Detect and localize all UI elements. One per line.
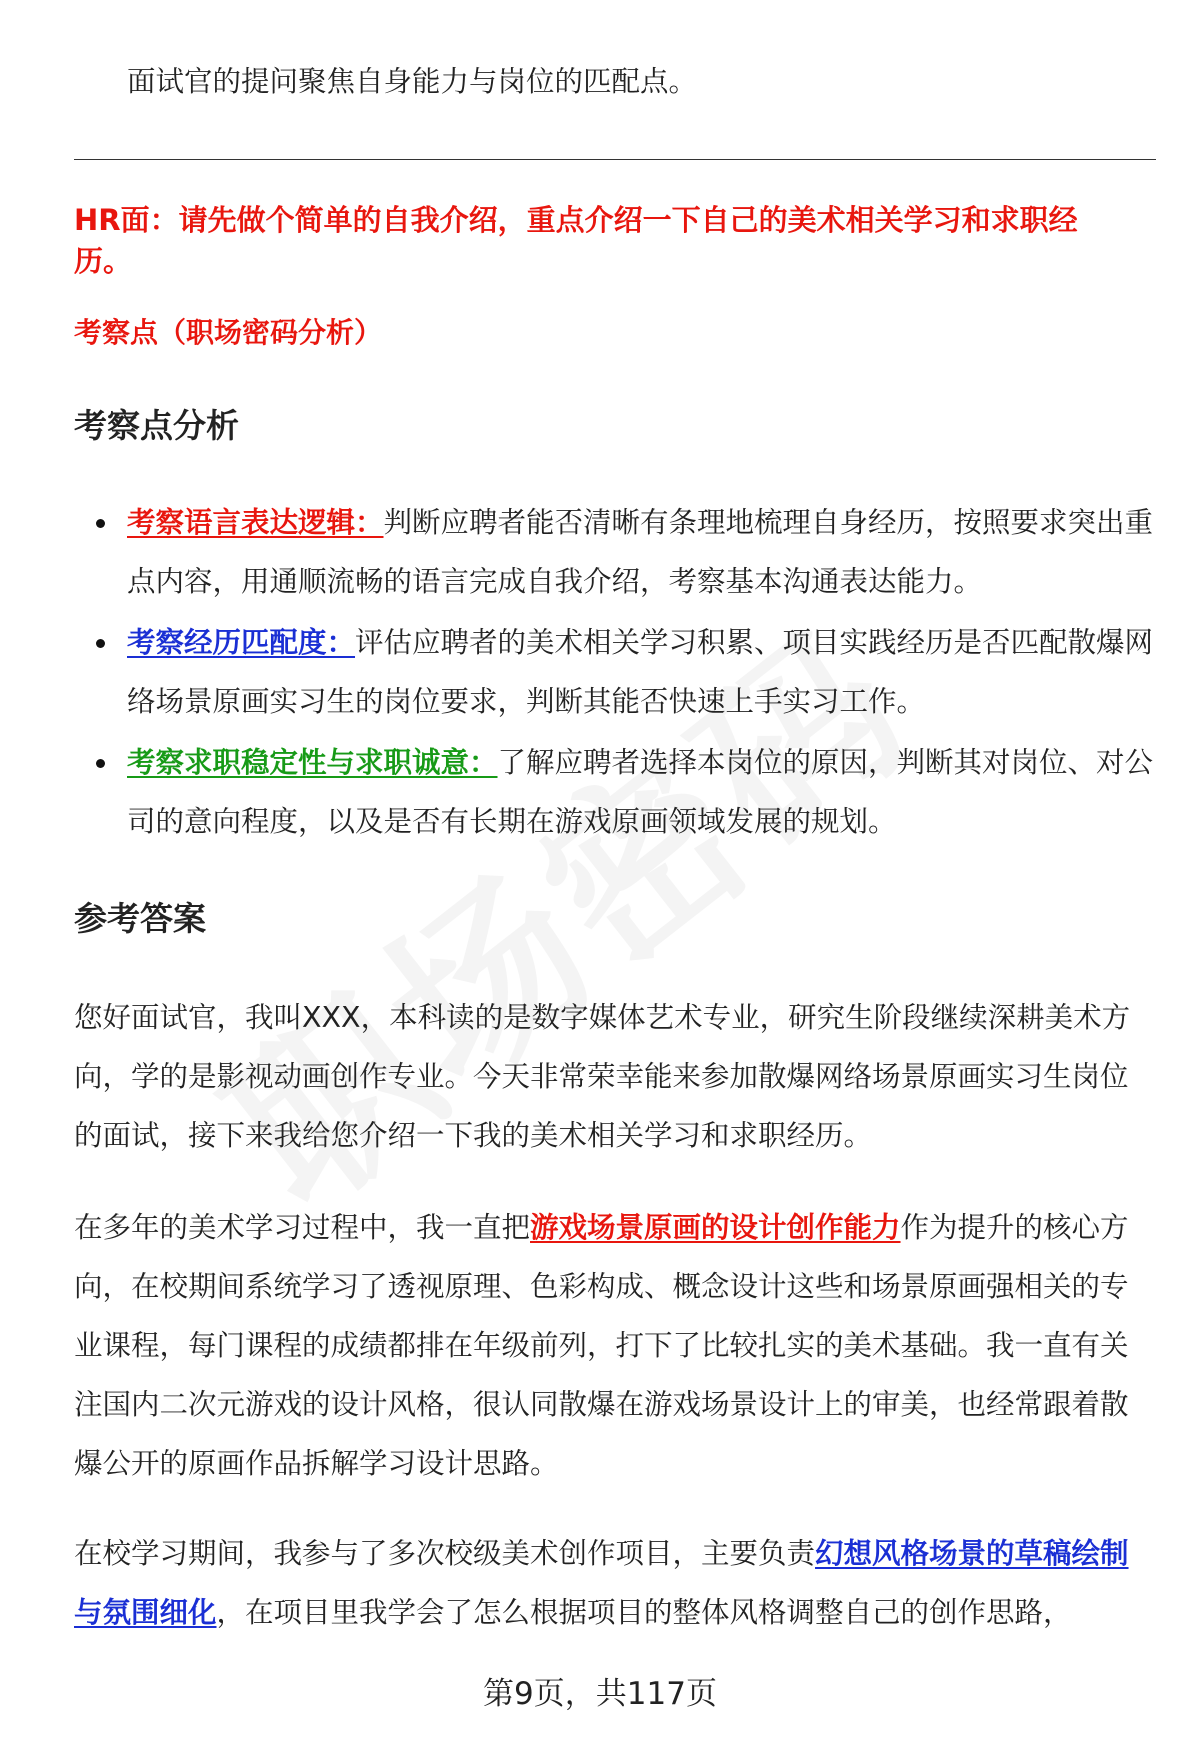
list-item bbox=[74, 493, 1154, 611]
bullet-icon bbox=[96, 639, 105, 648]
paragraph-text: 在校学习期间，我参与了多次校级美术创作项目，主要负责 bbox=[74, 1537, 816, 1570]
answer-heading: 参考答案 bbox=[74, 899, 206, 938]
divider bbox=[74, 159, 1156, 160]
paragraph-text: 在多年的美术学习过程中，我一直把 bbox=[74, 1211, 531, 1244]
section-subtitle: 考察点（职场密码分析） bbox=[74, 316, 383, 349]
paragraph-text: 作为提升的核心方向，在校期间系统学习了透视原理、色彩构成、概念设计这些和场景原画强相关的专业课程，每门课程的成绩都排在年级前列，打下了比较扎实的美术基础。我一直有关注国内二次元游戏的设计风格，很认同散爆在游戏场景设计上的审美，也经常跟着散爆公开的原画作品拆解学习设计思路。 bbox=[74, 1211, 1129, 1480]
answer-paragraph-1: 您好面试官，我叫XXX，本科读的是数字媒体艺术专业，研究生阶段继续深耕美术方向，学的是影视动画创作专业。今天非常荣幸能来参加散爆网络场景原画实习生岗位的面试，接下来我给您介绍一下我的美术相关学习和求职经历。 bbox=[74, 1001, 1131, 1152]
bullet-icon bbox=[96, 759, 105, 768]
bullet-icon bbox=[96, 519, 105, 528]
point-text: 了解应聘者选择本岗位的原因，判断其对岗位、对公司的意向程度，以及是否有长期在游戏原画领域发展的规划。 bbox=[127, 746, 1154, 838]
answer-paragraph-2 bbox=[74, 1198, 1152, 1493]
point-keyword: 考察语言表达逻辑： bbox=[127, 506, 384, 539]
page-footer: 第9页，共117页 bbox=[483, 1676, 717, 1712]
highlight-phrase: 游戏场景原画的设计创作能力 bbox=[530, 1211, 901, 1244]
highlight-phrase: 幻想风格场景的草稿绘制与氛围细化 bbox=[74, 1537, 1129, 1629]
list-item bbox=[74, 733, 1154, 851]
answer-paragraph-3 bbox=[74, 1524, 1152, 1642]
point-text: 判断应聘者能否清晰有条理地梳理自身经历，按照要求突出重点内容，用通顺流畅的语言完成自我介绍，考察基本沟通表达能力。 bbox=[127, 506, 1154, 598]
interview-question: HR面：请先做个简单的自我介绍，重点介绍一下自己的美术相关学习和求职经历。 bbox=[74, 203, 1078, 278]
point-keyword: 考察经历匹配度： bbox=[127, 626, 356, 659]
analysis-heading: 考察点分析 bbox=[74, 406, 239, 445]
intro-line: 面试官的提问聚焦自身能力与岗位的匹配点。 bbox=[127, 65, 698, 98]
point-text: 评估应聘者的美术相关学习积累、项目实践经历是否匹配散爆网络场景原画实习生的岗位要求，判断其能否快速上手实习工作。 bbox=[127, 626, 1154, 718]
paragraph-text: ，在项目里我学会了怎么根据项目的整体风格调整自己的创作思路， bbox=[216, 1596, 1072, 1629]
list-item bbox=[74, 613, 1154, 731]
analysis-list bbox=[74, 493, 1154, 853]
point-keyword: 考察求职稳定性与求职诚意： bbox=[127, 746, 498, 779]
